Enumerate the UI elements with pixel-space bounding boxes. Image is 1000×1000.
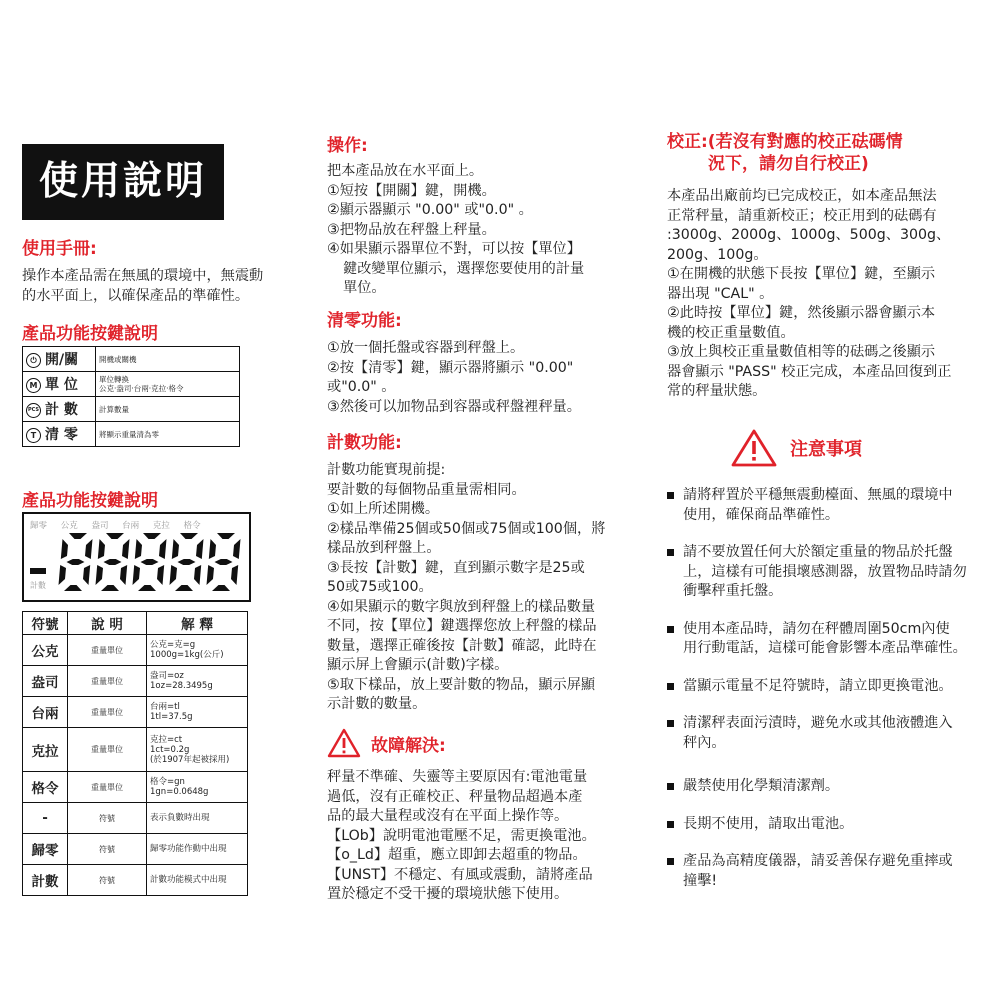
button-row-power — [23, 347, 240, 372]
lcd-segment — [120, 565, 127, 585]
manual-line: 操作本產品需在無風的環境中，無震動 — [22, 268, 264, 284]
document-title: 使用說明 — [22, 144, 224, 220]
lcd-segment — [159, 539, 167, 559]
lcd-segment — [101, 585, 119, 591]
trouble-body: 秤量不準確、失靈等主要原因有:電池電量 過低，沒有正確校正、秤量物品超過本產 品的最大量程或沒有在平面上操作等。 【LOb】說明電池電壓不足，需更換電池。 【o_Ld】超重，應立即卸去超重的物品。 【UNST】不穩定、有風或震動，請將產品 置於穩定不受干擾的環境狀態下使用。 — [327, 769, 596, 902]
manual-heading: 使用手冊: — [22, 239, 97, 259]
table-row: 盎司 重量單位 盎司=oz 1oz=28.3495g — [23, 666, 248, 697]
lcd-segment — [83, 565, 90, 585]
col-header: 符號 — [23, 612, 68, 635]
lcd-segment — [207, 565, 215, 585]
table-row: 計數 符號 計數功能模式中出現 — [23, 865, 248, 896]
list-item: 嚴禁使用化學類清潔劑。 — [659, 777, 995, 797]
table-row: 歸零 符號 歸零功能作動中出現 — [23, 834, 248, 865]
lcd-segment — [67, 559, 85, 565]
calibration-heading: 校正:(若沒有對應的校正砝碼情 況下，請勿自行校正) — [667, 132, 903, 174]
table-row: 台兩 重量單位 台兩=tl 1tl=37.5g — [23, 697, 248, 728]
lcd-segment — [61, 539, 68, 559]
button-desc: 開機或關機 — [99, 354, 137, 364]
lcd-segment — [170, 565, 178, 585]
lcd-segment — [178, 559, 196, 565]
lcd-count-label: 計數 — [30, 581, 46, 590]
list-item: 使用本產品時，請勿在秤體周圍50cm內使 用行動電話，這樣可能會影響本產品準確性。 — [659, 620, 995, 659]
warning-icon — [730, 428, 778, 468]
lcd-label: 格令 — [183, 521, 201, 531]
button-key-label: 計 數 — [45, 402, 78, 418]
manual-section — [22, 234, 312, 306]
lcd-segment — [104, 559, 122, 565]
lcd-label: 公克 — [60, 521, 78, 531]
button-key-label: 開/關 — [45, 352, 79, 368]
tare-body: ①放一個托盤或容器到秤盤上。 ②按【清零】鍵，顯示器將顯示 "0.00" 或"0.0" 。 ③然後可以加物品到容器或秤盤裡秤量。 — [327, 340, 581, 415]
power-icon: ⏻ — [26, 353, 41, 368]
trouble-heading: 故障解決: — [371, 735, 446, 756]
display-heading: 產品功能按鍵說明 — [22, 491, 158, 511]
manual-body — [22, 267, 312, 306]
buttons-table — [22, 346, 240, 447]
lcd-segment — [215, 559, 233, 565]
notice-heading: 注意事項 — [790, 439, 862, 460]
calibration-section — [667, 131, 989, 402]
lcd-segment — [96, 565, 104, 585]
lcd-label: 盎司 — [91, 521, 109, 531]
units-table-header — [23, 612, 248, 635]
button-desc: 計算數量 — [99, 404, 129, 414]
lcd-segment — [212, 585, 230, 591]
button-key-label: 清 零 — [45, 427, 78, 443]
lcd-segment — [233, 539, 241, 559]
notice-heading-row — [730, 428, 862, 468]
lcd-label: 台兩 — [122, 521, 140, 531]
button-desc: 單位轉換 — [99, 375, 129, 384]
tare-heading: 清零功能: — [327, 311, 402, 331]
button-row-tare — [23, 422, 240, 447]
operation-section — [327, 131, 645, 299]
lcd-segment — [157, 565, 164, 585]
lcd-segment — [106, 533, 124, 539]
table-row: 克拉 重量單位 克拉=ct 1ct=0.2g (於1907年起被採用) — [23, 728, 248, 772]
button-row-unit — [23, 372, 240, 397]
tare-section — [327, 306, 645, 417]
notice-list — [659, 486, 995, 891]
units-table — [22, 611, 248, 896]
list-item: 清潔秤表面污漬時，避免水或其他液體進入 秤內。 — [659, 714, 995, 753]
lcd-minus-sign — [30, 568, 46, 574]
lcd-segment — [122, 539, 130, 559]
lcd-segment — [133, 565, 141, 585]
lcd-digits — [54, 530, 244, 594]
pcs-icon: PCS — [26, 403, 41, 418]
count-heading: 計數功能: — [327, 433, 402, 453]
lcd-segment — [175, 585, 193, 591]
lcd-segment — [231, 565, 238, 585]
lcd-segment — [59, 565, 67, 585]
lcd-segment — [85, 539, 93, 559]
lcd-segment — [209, 539, 216, 559]
table-row: 公克 重量單位 公克=克=g 1000g=1kg(公斤) — [23, 635, 248, 666]
lcd-display-panel — [22, 512, 251, 602]
calibration-body: 本產品出廠前均已完成校正，如本產品無法 正常秤量，請重新校正；校正用到的砝碼有 :3000g、2000g、1000g、500g、300g、 200g、100g。 ①在開機的狀態下長按【單位】鍵，至顯示 器出現 "CAL" 。 ②此時按【單位】鍵，然後顯示器會顯示本 機的校正重量數值。 ③放上與校正重量數值相等的砝碼之後顯示 器會顯示 "PASS" 校正完成，本產品回復到正 常的秤量狀態。 — [667, 188, 952, 399]
lcd-segment — [196, 539, 204, 559]
lcd-segment — [180, 533, 198, 539]
buttons-heading: 產品功能按鍵說明 — [22, 324, 158, 344]
count-body: 計數功能實現前提: 要計數的每個物品重量需相同。 ①如上所述開機。 ②樣品準備25個或50個或75個或100個，將 樣品放到秤盤上。 ③長按【計數】鍵，直到顯示數字是25或 50或75或100。 ④如果顯示的數字與放到秤盤上的樣品數量 不同，按【單位】鍵選擇您放上秤盤的樣品 數量，選擇正確後按【計數】確認，此時在 顯示屏上會顯示(計數)字樣。 ⑤取下樣品，放上要計數的物品，顯示屏顯 示計數的數量。 — [327, 462, 606, 712]
lcd-segment — [138, 585, 156, 591]
trouble-section — [327, 728, 645, 905]
lcd-segment — [98, 539, 105, 559]
button-row-count — [23, 397, 240, 422]
unit-icon: M — [26, 378, 41, 393]
lcd-segment — [69, 533, 87, 539]
tare-icon: T — [26, 428, 41, 443]
count-section — [327, 428, 645, 715]
list-item: 產品為高精度儀器，請妥善保存避免重摔或 撞擊! — [659, 852, 995, 891]
lcd-segment — [217, 533, 235, 539]
lcd-segment — [172, 539, 179, 559]
operation-body: 把本產品放在水平面上。 ①短按【開關】鍵，開機。 ②顯示器顯示 "0.00" 或"0.0" 。 ③把物品放在秤盤上秤量。 ④如果顯示器單位不對，可以按【單位】 鍵改變單位顯示，選擇您要使用的計量 單位。 — [327, 163, 585, 296]
list-item: 當顯示電量不足符號時，請立即更換電池。 — [659, 677, 995, 697]
button-key-label: 單 位 — [45, 377, 78, 393]
table-row: - 符號 表示負數時出現 — [23, 803, 248, 834]
lcd-segment — [135, 539, 142, 559]
list-item: 請不要放置任何大於額定重量的物品於托盤 上，這樣有可能損壞感測器，放置物品時請勿 衝擊秤重托盤。 — [659, 543, 995, 602]
col-header: 解 釋 — [147, 612, 248, 635]
button-desc: 將顯示重量清為零 — [99, 429, 159, 439]
list-item: 長期不使用，請取出電池。 — [659, 815, 995, 835]
warning-icon — [327, 728, 361, 758]
lcd-segment — [141, 559, 159, 565]
col-header: 說 明 — [68, 612, 147, 635]
operation-heading: 操作: — [327, 136, 368, 156]
lcd-segment — [194, 565, 201, 585]
table-row: 格令 重量單位 格令=gn 1gn=0.0648g — [23, 772, 248, 803]
lcd-segment — [143, 533, 161, 539]
manual-line: 的水平面上，以確保產品的準確性。 — [22, 287, 250, 304]
lcd-label: 克拉 — [152, 521, 170, 531]
lcd-label: 歸零 — [30, 521, 48, 531]
button-desc: 公克·盎司·台兩·克拉·格令 — [99, 384, 184, 393]
list-item: 請將秤置於平穩無震動檯面、無風的環境中 使用，確保商品準確性。 — [659, 486, 995, 525]
lcd-segment — [64, 585, 82, 591]
